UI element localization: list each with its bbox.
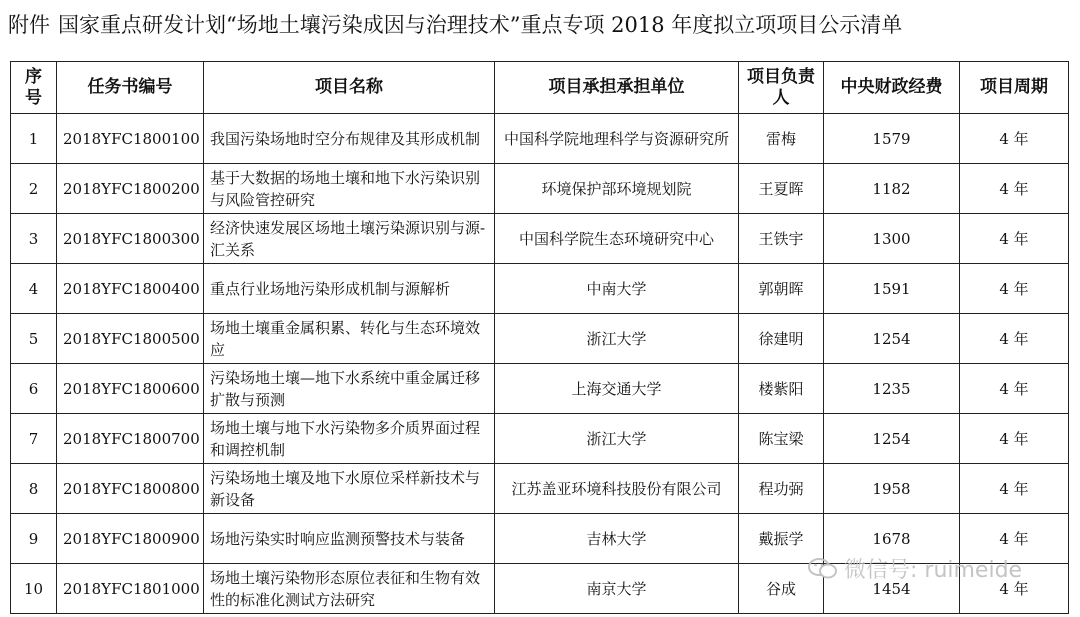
cell-task-no: 2018YFC1800600	[57, 364, 204, 414]
cell-leader: 谷成	[739, 564, 824, 614]
table-row	[11, 364, 1069, 414]
cell-organization: 浙江大学	[495, 414, 739, 464]
title-text: 国家重点研发计划“场地土壤污染成因与治理技术”重点专项 2018 年度拟立项项目公示清单	[58, 13, 903, 37]
cell-task-no: 2018YFC1800400	[57, 264, 204, 314]
header-row	[11, 62, 1069, 114]
cell-seq-no: 1	[11, 114, 57, 164]
cell-task-no: 2018YFC1800300	[57, 214, 204, 264]
table-row	[11, 564, 1069, 614]
cell-period: 4 年	[960, 514, 1069, 564]
table-row	[11, 164, 1069, 214]
cell-project-name: 重点行业场地污染形成机制与源解析	[204, 264, 495, 314]
cell-period: 4 年	[960, 114, 1069, 164]
cell-seq-no: 10	[11, 564, 57, 614]
table-row	[11, 414, 1069, 464]
cell-organization: 吉林大学	[495, 514, 739, 564]
cell-funding: 1678	[824, 514, 960, 564]
cell-project-name: 我国污染场地时空分布规律及其形成机制	[204, 114, 495, 164]
cell-seq-no: 4	[11, 264, 57, 314]
cell-project-name: 污染场地土壤—地下水系统中重金属迁移扩散与预测	[204, 364, 495, 414]
header-task-no: 任务书编号	[57, 62, 204, 114]
cell-seq-no: 6	[11, 364, 57, 414]
cell-project-name: 场地污染实时响应监测预警技术与装备	[204, 514, 495, 564]
cell-period: 4 年	[960, 314, 1069, 364]
cell-leader: 徐建明	[739, 314, 824, 364]
cell-funding: 1958	[824, 464, 960, 514]
cell-seq-no: 9	[11, 514, 57, 564]
cell-leader: 王铁宇	[739, 214, 824, 264]
cell-period: 4 年	[960, 464, 1069, 514]
attachment-label: 附件	[8, 13, 50, 37]
cell-seq-no: 5	[11, 314, 57, 364]
table-row	[11, 514, 1069, 564]
cell-leader: 程功弼	[739, 464, 824, 514]
cell-organization: 中国科学院地理科学与资源研究所	[495, 114, 739, 164]
cell-task-no: 2018YFC1800900	[57, 514, 204, 564]
cell-leader: 楼紫阳	[739, 364, 824, 414]
cell-seq-no: 2	[11, 164, 57, 214]
cell-funding: 1454	[824, 564, 960, 614]
cell-organization: 环境保护部环境规划院	[495, 164, 739, 214]
header-period: 项目周期	[960, 62, 1069, 114]
cell-funding: 1235	[824, 364, 960, 414]
table-header	[11, 62, 1069, 114]
cell-seq-no: 7	[11, 414, 57, 464]
cell-project-name: 经济快速发展区场地土壤污染源识别与源-汇关系	[204, 214, 495, 264]
cell-leader: 雷梅	[739, 114, 824, 164]
cell-task-no: 2018YFC1800200	[57, 164, 204, 214]
cell-leader: 王夏晖	[739, 164, 824, 214]
cell-leader: 陈宝梁	[739, 414, 824, 464]
cell-seq-no: 3	[11, 214, 57, 264]
cell-task-no: 2018YFC1800500	[57, 314, 204, 364]
cell-funding: 1579	[824, 114, 960, 164]
cell-period: 4 年	[960, 364, 1069, 414]
cell-task-no: 2018YFC1800700	[57, 414, 204, 464]
header-project-name: 项目名称	[204, 62, 495, 114]
table-row	[11, 464, 1069, 514]
cell-task-no: 2018YFC1800100	[57, 114, 204, 164]
header-organization: 项目承担承担单位	[495, 62, 739, 114]
cell-period: 4 年	[960, 164, 1069, 214]
cell-project-name: 场地土壤污染物形态原位表征和生物有效性的标准化测试方法研究	[204, 564, 495, 614]
cell-organization: 南京大学	[495, 564, 739, 614]
cell-funding: 1254	[824, 414, 960, 464]
cell-project-name: 场地土壤重金属积累、转化与生态环境效应	[204, 314, 495, 364]
cell-period: 4 年	[960, 564, 1069, 614]
cell-task-no: 2018YFC1801000	[57, 564, 204, 614]
cell-project-name: 污染场地土壤及地下水原位采样新技术与新设备	[204, 464, 495, 514]
cell-project-name: 基于大数据的场地土壤和地下水污染识别与风险管控研究	[204, 164, 495, 214]
table-row	[11, 264, 1069, 314]
header-leader: 项目负责人	[739, 62, 824, 114]
cell-leader: 郭朝晖	[739, 264, 824, 314]
cell-organization: 江苏盖亚环境科技股份有限公司	[495, 464, 739, 514]
header-funding: 中央财政经费	[824, 62, 960, 114]
cell-funding: 1300	[824, 214, 960, 264]
cell-funding: 1254	[824, 314, 960, 364]
cell-period: 4 年	[960, 414, 1069, 464]
cell-organization: 中国科学院生态环境研究中心	[495, 214, 739, 264]
project-table	[10, 61, 1069, 614]
watermark-text: 微信号: ruimeide	[844, 558, 1023, 583]
table-row	[11, 314, 1069, 364]
cell-leader: 戴振学	[739, 514, 824, 564]
table-body	[11, 114, 1069, 614]
cell-funding: 1591	[824, 264, 960, 314]
cell-organization: 中南大学	[495, 264, 739, 314]
cell-seq-no: 8	[11, 464, 57, 514]
cell-period: 4 年	[960, 214, 1069, 264]
cell-organization: 浙江大学	[495, 314, 739, 364]
cell-period: 4 年	[960, 264, 1069, 314]
cell-project-name: 场地土壤与地下水污染物多介质界面过程和调控机制	[204, 414, 495, 464]
cell-funding: 1182	[824, 164, 960, 214]
table-row	[11, 214, 1069, 264]
cell-organization: 上海交通大学	[495, 364, 739, 414]
header-seq-no: 序号	[11, 62, 57, 114]
cell-task-no: 2018YFC1800800	[57, 464, 204, 514]
document-title	[8, 10, 1072, 40]
table-row	[11, 114, 1069, 164]
